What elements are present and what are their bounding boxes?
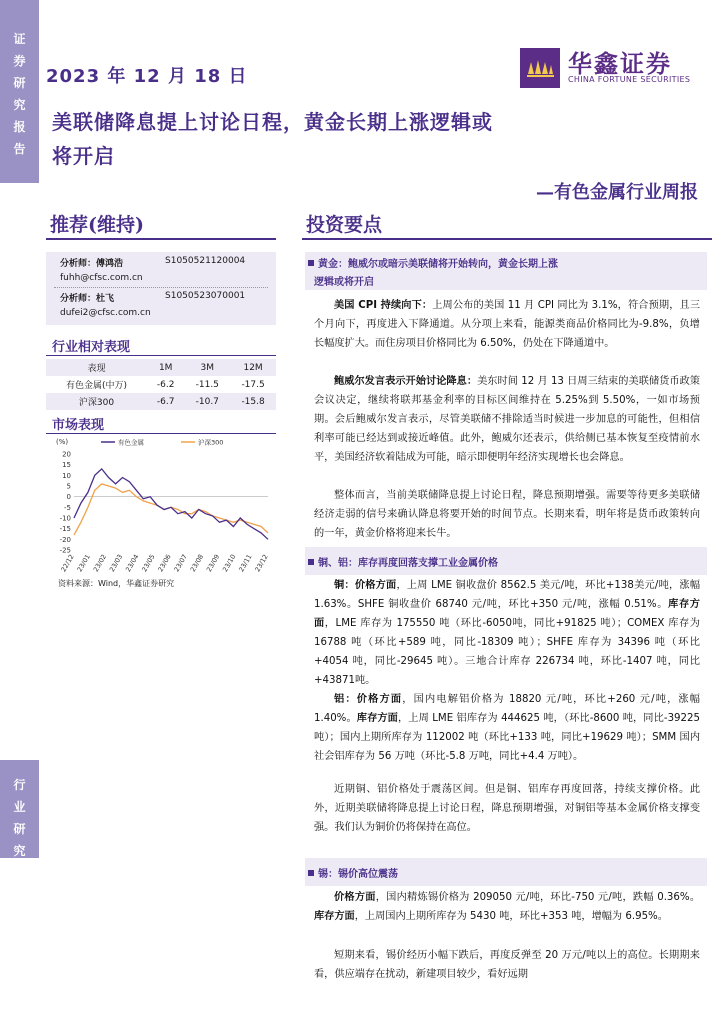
bullet-title-text: 黄金：鲍威尔或暗示美联储将开始转向，黄金长期上涨 [318,259,558,270]
bullet-title-text: 铜、铝：库存再度回落支撑工业金属价格 [318,558,498,569]
analyst-2-row [60,291,246,304]
paragraph-cpi [314,296,700,353]
chart-source: 资料来源：Wind，华鑫证券研究 [58,579,175,588]
paragraph-copper-aluminum-summary [314,780,700,837]
points-divider [302,238,712,240]
paragraph-summary [314,486,700,543]
legend-label: 有色金属 [118,438,144,447]
table-cell: -17.5 [230,376,276,393]
para-text: 符合预期，且三个月向下，再度进入下降通道。从分项上来看，能 [314,300,701,330]
table-cell: -10.7 [184,393,230,410]
para-text: 的高位。长期期来看，供应端存在扰动，新建项目较少，看好远期 [314,950,700,980]
bullet-title-gold-cont: 逻辑或将开启 [314,277,374,288]
points-header: 投资要点 [306,214,383,236]
y-tick-label: -15 [59,525,71,534]
x-tick-label: 23/12 [253,553,270,574]
table-row [46,376,276,393]
table-cell: -6.7 [147,393,184,410]
report-date: 2023 年 12 月 18 日 [46,66,248,87]
rating-divider [46,238,276,240]
y-tick-label: 10 [62,471,71,480]
y-tick-label: 0 [66,493,71,502]
para-lead: 铜：价格方面 [334,580,397,591]
analyst-label: 分析师： [60,294,97,304]
bullet-square-icon [308,559,314,565]
sidebar-char: 究 [13,98,26,112]
sidebar-char: 证 [13,32,26,46]
para-lead: 库存方面 [314,599,700,629]
sidebar-char: 行 [13,778,26,792]
x-tick-label: 23/11 [237,553,254,574]
para-text: ，上周 LME 铝库存为 444625 吨，（环 [398,713,580,724]
para-text: 比+133 吨，同比+19629 吨）；SMM 国内社会铝库存为 56 万吨（环 [314,732,701,762]
sidebar-char: 业 [13,800,26,814]
table-cell: -6.2 [147,376,184,393]
x-tick-label: 23/06 [156,553,173,574]
y-tick-label: 5 [66,482,71,491]
y-tick-label: -10 [59,514,71,523]
para-text: 长期来看，明年将是货币政策转向的一年，黄金价格将迎来长牛。 [314,509,701,539]
para-text: 近期铜、铝价格处于震荡区间。但是铜、铝库存再度回落，持 [334,784,626,795]
series-line [74,469,268,539]
para-text: 美东时间 12 月 13 日周三结束 [477,376,619,387]
para-text: 源类商品价格同比为-9.8%，负增长幅度扩大。而住房项目价格同 [314,319,700,349]
para-lead: 价格方面 [334,892,376,903]
x-tick-label: 23/05 [140,553,157,574]
report-title-line-1: 美联储降息提上讨论日程，黄金长期上涨逻辑或 [52,110,493,134]
paragraph-copper [314,576,700,690]
para-lead: 美国 CPI 持续向下： [334,300,433,311]
logo-emblem-icon [520,48,560,88]
para-text: ，国内精炼锡价格为 209050 元/吨，环比-750 元/ [375,892,612,903]
bullet-title-tin [308,865,398,880]
sidebar-char: 告 [13,142,26,156]
analyst-1-email: fuhh@cfsc.com.cn [60,273,143,283]
x-tick-label: 23/04 [124,553,141,574]
analyst-panel [46,252,276,325]
para-text: 吨，跌幅 0.36%。 [611,892,701,903]
para-text: 在 5.25%到 5.50%，一如市场预期。会后鲍威尔发言表示，尽管美 [314,395,700,425]
sidebar-char: 报 [13,120,26,134]
left-sidebar [0,0,39,1024]
bullet-square-icon [308,260,314,266]
para-text: 比-8600 吨，同比-39225 吨）；国内上期所库存为 112002 吨（环 [314,713,700,743]
performance-table [46,359,276,410]
sidebar-char: 券 [13,54,26,68]
para-text: 要等待更多美联储经济走弱的信号来确认降息将要开始的时间节点。 [314,490,701,520]
paragraph-powell [314,372,700,467]
para-text: 短期来看，锡价经历小幅下跌后，再度反弹至 20 万元/吨以上 [334,950,618,961]
para-text: ，上周 LME 铜收盘价 8562.5 美元/吨，环比+138 [396,580,634,591]
table-header-row [46,359,276,376]
para-text: 到或接近峰值。此外，鲍威尔还表示，供给侧已基本恢复至疫情前 [387,433,690,444]
series-line [74,484,268,535]
para-text: ，上周国内上期所库存为 5430 吨，环 [354,911,530,922]
sidebar-report-type [0,0,39,183]
y-tick-label: -25 [59,546,71,555]
para-text: 位。 [456,822,477,833]
para-text: 联储不排除适当时候进一步加息的可能性，但相信利率可能已经达 [314,414,701,444]
para-text: 比-5.8 万吨，同比+4.4 万吨）。 [435,751,584,762]
performance-header: 行业相对表现 [52,340,131,355]
para-text: ，LME 库存为 175550 吨（环比-6050 [324,618,512,629]
sidebar-category [0,760,39,858]
analyst-cert: S1050523070001 [165,291,246,301]
analyst-2-email: dufei2@cfsc.com.cn [60,308,151,318]
para-text: 美元/吨，涨幅 1.63%。SHFE 铜收盘价 68740 元/吨，环比+350 元/ [314,580,701,610]
column-header: 3M [184,359,230,376]
column-header: 12M [230,359,276,376]
bullet-square-icon [308,870,314,876]
x-tick-label: 23/03 [107,553,125,574]
para-text: 续支撑价格。此外，近期美联储将降息提上讨论日程，降息预期增 [314,784,701,814]
analyst-cert: S1050521120004 [165,256,246,266]
logo-english-name: CHINA FORTUNE SECURITIES [568,75,691,84]
y-tick-label: -20 [59,535,71,544]
x-tick-label: 23/08 [188,553,206,574]
sidebar-char: 研 [13,76,26,90]
para-text: 水平，美国经济软着陆成为可能，暗示即便明年经济实现增长也会 [314,433,701,463]
para-text: 比+353 吨，增幅为 6.95%。 [529,911,668,922]
performance-divider [46,355,276,356]
para-text: 降息。 [599,452,630,463]
x-tick-label: 23/10 [221,553,238,574]
bullet-title-text: 锡：锡价高位震荡 [318,869,398,880]
company-logo [520,44,710,94]
report-title-line-2: 将开启 [52,144,115,168]
y-axis-label: (%) [56,438,69,446]
sidebar-char: 研 [13,822,26,836]
x-tick-label: 23/07 [172,553,189,574]
para-lead: 鲍威尔发言表示开始讨论降息： [334,376,478,387]
logo-chinese-name: 华鑫证券 [568,50,672,78]
table-cell: 有色金属(中万) [46,376,147,393]
report-subtitle: —有色金属行业周报 [536,182,698,203]
para-lead: 库存方面 [314,911,355,922]
bullet-title-copper-aluminum [308,554,498,569]
para-text: 比-18309 吨）；SHFE 库存为 34396 吨（环比+4054 吨，同比- [314,637,700,667]
x-tick-label: 23/02 [91,553,109,574]
para-text: 29645 吨）。三地合计库存 226734 吨，环比-1407 吨，同比+43871 [314,656,700,686]
column-header: 1M [147,359,184,376]
para-text: ，国内电解铝价格为 18820 元/吨，环比+260 元 [402,694,652,705]
rating-header: 推荐(维持) [50,214,144,236]
table-cell: 沪深300 [46,393,147,410]
market-header: 市场表现 [52,418,105,433]
bullet-title-gold [308,255,558,270]
analyst-1-row [60,256,246,269]
para-text: 强，对铜铝等基本金属价格支撑变强。我们认为铜价仍将保持在高 [314,803,701,833]
table-cell: -15.8 [230,393,276,410]
analyst-name: 傅鸿浩 [96,259,124,269]
market-performance-chart [46,432,276,582]
para-text: 比为 6.50%，仍处在下降通道中。 [456,338,615,349]
paragraph-aluminum [314,690,700,766]
para-lead: 铝：价格方面 [334,694,403,705]
analyst-label: 分析师： [60,259,97,269]
paragraph-tin-outlook [314,946,700,984]
column-header: 表现 [46,359,147,376]
table-row [46,393,276,410]
legend-label: 沪深300 [198,438,224,447]
analyst-name: 杜飞 [96,294,115,304]
y-tick-label: 15 [62,461,71,470]
para-text: 吨，同比+91825 吨）；COMEX 库存为 16788 吨（环比+589 吨，同 [314,618,700,648]
para-text: 整体而言，当前美联储降息提上讨论日程，降息预期增强。需 [334,490,617,501]
x-tick-label: 23/01 [75,553,92,574]
y-tick-label: 20 [62,450,71,459]
para-text: 吨。 [354,675,376,686]
para-text: 的美联储货币政策会议决定，继续将联邦基金利率的目标区间维持 [314,376,701,406]
paragraph-tin [314,888,700,926]
para-text: /吨，涨幅 1.40%。 [314,694,700,724]
para-text: 吨，涨幅 0.51%。 [576,599,669,610]
x-tick-label: 22/12 [59,553,76,574]
table-cell: -11.5 [184,376,230,393]
analyst-separator [54,287,268,288]
para-text: 上周公布的美国 11 月 CPI 同比为 3.1%， [432,300,628,311]
y-tick-label: -5 [64,503,71,512]
sidebar-char: 究 [13,844,26,858]
para-lead: 库存方面 [356,713,398,724]
x-tick-label: 23/09 [204,553,222,574]
